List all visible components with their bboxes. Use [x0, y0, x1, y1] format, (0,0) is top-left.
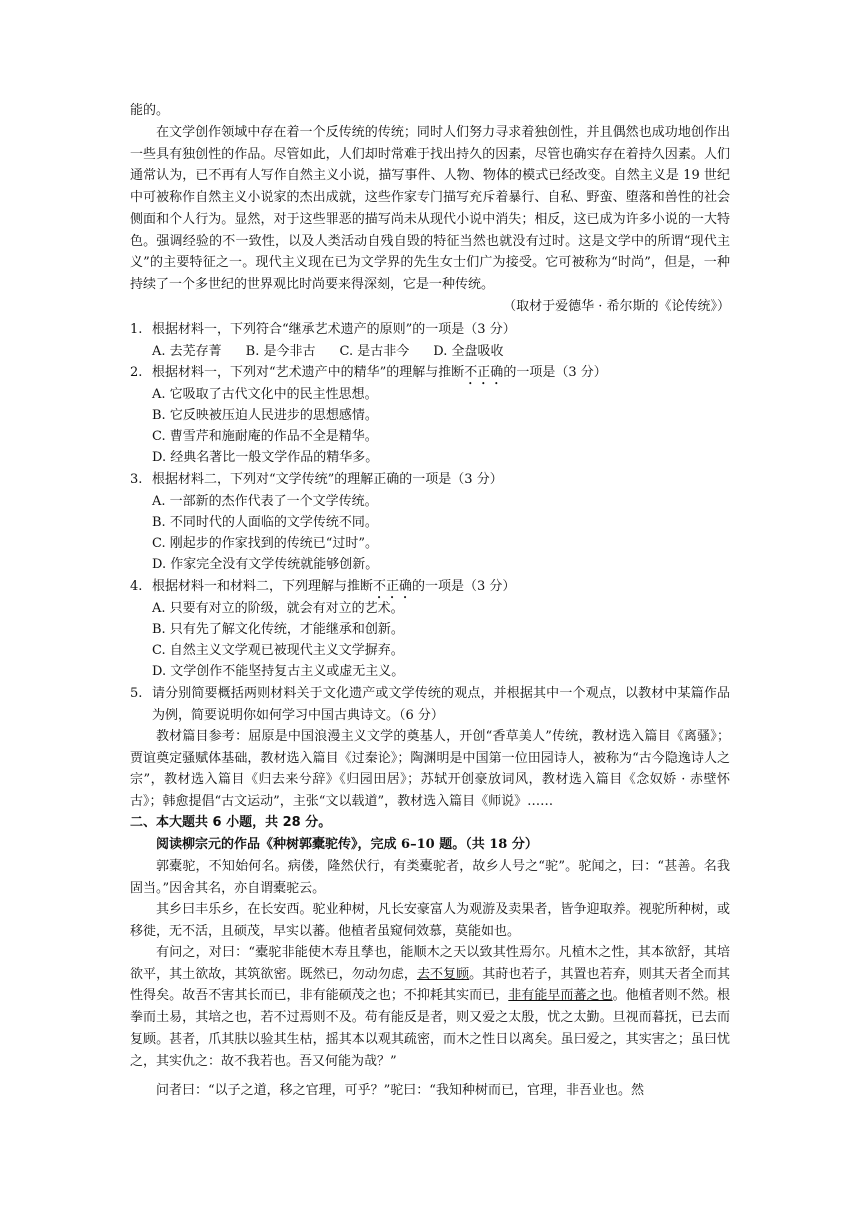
question-1-options — [152, 341, 730, 363]
option-b: B. 它反映被压迫人民进步的思想感情。 — [152, 408, 378, 423]
passage-text: 。其莳也若子，其置也若弃，则其天者全而其性得矣。故吾不害其长而已，非有能硕茂之也；不抑耗其实而已， — [130, 966, 730, 1004]
option-b: B. 只有先了解文化传统，才能继承和创新。 — [152, 622, 404, 637]
passage-paragraph-3 — [130, 942, 730, 1072]
underlined-phrase-1: 去不复顾 — [416, 966, 470, 982]
question-number: 5. — [130, 686, 143, 701]
question-text: 根据材料二，下列对“文学传统”的理解正确的一项是（3 分） — [152, 472, 503, 487]
question-text: 请分别简要概括两则材料关于文化遗产或文学传统的观点，并根据其中一个观点，以教材中某篇作品为例，简要说明你如何学习中国古典诗文。（6 分） — [152, 686, 730, 723]
question-text: 根据材料一，下列符合“继承艺术遗产的原则”的一项是（3 分） — [152, 322, 516, 337]
option-b: B. 不同时代的人面临的文学传统不同。 — [152, 515, 378, 530]
option-d: D. 全盘吸收 — [433, 344, 504, 359]
option-d: D. 文学创作不能坚持复古主义或虚无主义。 — [152, 664, 405, 679]
option-b: B. 是今非古 — [245, 344, 316, 359]
material2-paragraph: 在文学创作领域中存在着一个反传统的传统；同时人们努力寻求着独创性，并且偶然也成功地创作出一些具有独创性的作品。尽管如此，人们却时常难于找出持久的因素，尽管也确实存在着持久因素。人们通常认为，已不再有人写作自然主义小说，描写事件、人物、物体的模式已经改变。自然主义是 19 世纪中可被称作自然主义小说家的杰出成就，这些作家专门描写充斥着暴行、自私、野蛮、堕落和兽性的社会侧面和个人行为。显然，对于这些罪恶的描写尚未从现代小说中消失；相反，这已成为许多小说的一大特色。强调经验的不一致性，以及人类活动自残自毁的特征当然也就没有过时。这是文学中的所谓“现代主义”的主要特征之一。现代主义现在已为文学界的先生女士们广为接受。它可被称为“时尚”，但是，一种持续了一个多世纪的世界观比时尚要来得深刻，它是一种传统。 — [130, 125, 730, 292]
question-number: 2. — [130, 365, 143, 380]
option-c: C. 是古非今 — [339, 344, 410, 359]
section-title: 二、本大题共 6 小题，共 28 分。 — [130, 815, 332, 830]
question-number: 1. — [130, 322, 143, 337]
passage-text: 。他植者则不然。根拳而土易，其培之也，若不过焉则不及。苟有能反是者，则又爱之太殷，忧之太勤。旦视而暮抚，已去而复顾。甚者，爪其肤以验其生枯，摇其本以观其疏密，而木之性日以离矣。虽曰爱之，其实害之；虽曰忧之，其实仇之：故不我若也。吾又何能为哉？” — [130, 988, 730, 1069]
textbook-reference: 教材篇目参考：屈原是中国浪漫主义文学的奠基人，开创“香草美人”传统，教材选入篇目《离骚》；贾谊奠定骚赋体基础，教材选入篇目《过秦论》；陶渊明是中国第一位田园诗人，被称为“古今隐逸诗人之宗”，教材选入篇目《归去来兮辞》《归园田居》；苏轼开创豪放词风，教材选入篇目《念奴娇 · 赤壁怀古》；韩愈提倡“古文运动”，主张“文以载道”，教材选入篇目《师说》…… — [130, 729, 730, 810]
question-5 — [130, 683, 730, 726]
option-c: C. 自然主义文学观已被现代主义文学摒弃。 — [152, 643, 404, 658]
passage-paragraph-2: 其乡曰丰乐乡，在长安西。驼业种树，凡长安豪富人为观游及卖果者，皆争迎取养。视驼所种树，或移徙，无不活，且硕茂，早实以蕃。他植者虽窥伺效慕，莫能如也。 — [130, 902, 730, 939]
question-3 — [130, 469, 730, 491]
option-a: A. 只要有对立的阶级，就会有对立的艺术。 — [152, 601, 404, 616]
passage-paragraph-1: 郭橐驼，不知始何名。病偻，隆然伏行，有类橐驼者，故乡人号之“驼”。驼闻之，曰：“甚善。名我固当。”因舍其名，亦自谓橐驼云。 — [130, 859, 730, 896]
question-text-tail: 的一项是（3 分） — [412, 579, 516, 594]
question-number: 4. — [130, 579, 143, 594]
option-a: A. 它吸取了古代文化中的民主性思想。 — [152, 387, 378, 402]
section-intro: 阅读柳宗元的作品《种树郭橐驼传》，完成 6–10 题。（共 18 分） — [156, 837, 538, 852]
question-text: 根据材料一，下列对“艺术遗产中的精华”的理解与推断 — [152, 365, 465, 380]
question-text: 根据材料一和材料二，下列理解与推断 — [152, 579, 374, 594]
underlined-phrase-2: 非有能早而蕃之也 — [508, 988, 613, 1004]
emphasis-text: 不正确 — [373, 579, 413, 594]
passage-text: 有问之，对曰：“橐驼非能使木寿且孳也，能顺木之天以致其性焉尔。凡植木之性，其本欲舒，其培欲平，其土欲故，其筑欲密。既然已，勿动勿虑， — [130, 945, 730, 982]
passage-paragraph-4: 问者曰：“以子之道，移之官理，可乎？”驼曰：“我知种树而已，官理，非吾业也。然 — [156, 1083, 644, 1098]
question-number: 3. — [130, 472, 143, 487]
option-a: A. 去芜存菁 — [152, 344, 222, 359]
option-d: D. 经典名著比一般文学作品的精华多。 — [152, 450, 379, 465]
option-d: D. 作家完全没有文学传统就能够创新。 — [152, 557, 379, 572]
material2-source: （取材于爱德华 · 希尔斯的《论传统》） — [503, 299, 730, 314]
question-text-tail: 的一项是（3 分） — [503, 365, 607, 380]
emphasis-text: 不正确 — [464, 365, 504, 380]
option-c: C. 刚起步的作家找到的传统已“过时”。 — [152, 536, 379, 551]
option-a: A. 一部新的杰作代表了一个文学传统。 — [152, 494, 378, 509]
option-c: C. 曹雪芹和施耐庵的作品不全是精华。 — [152, 429, 378, 444]
material2-tail: 能的。 — [130, 103, 170, 118]
question-1 — [130, 319, 730, 341]
